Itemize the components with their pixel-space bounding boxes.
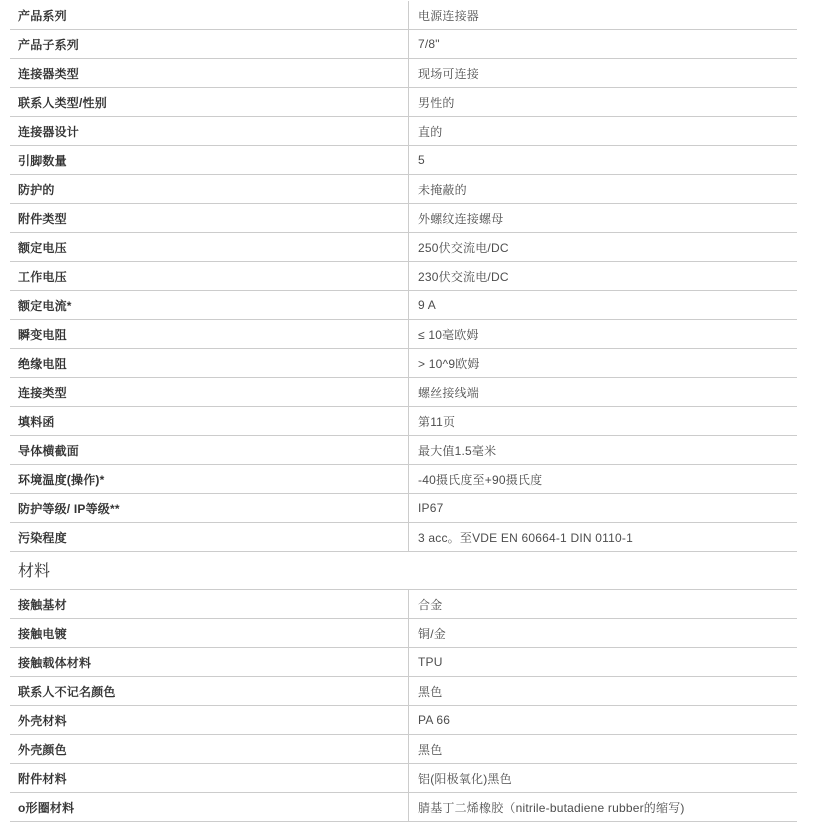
spec-label: 联系人类型/性别 [18,95,107,110]
spec-row [10,349,797,378]
spec-row [10,735,797,764]
spec-value: ≤ 10毫欧姆 [408,320,797,348]
spec-value: 第11页 [408,407,797,435]
spec-label: 连接类型 [18,385,67,400]
spec-row [10,291,797,320]
spec-row [10,175,797,204]
spec-value: PA 66 [408,706,797,734]
spec-value: 最大值1.5毫米 [408,436,797,464]
spec-label: o形圈材料 [18,800,75,815]
spec-value: 9 A [408,291,797,319]
spec-value: 未掩蔽的 [408,175,797,203]
spec-label: 外壳颜色 [18,742,67,757]
spec-label: 污染程度 [18,530,67,545]
spec-row [10,523,797,552]
spec-row [10,262,797,291]
spec-label: 瞬变电阻 [18,327,67,342]
spec-row [10,764,797,793]
spec-row [10,30,797,59]
spec-value: 合金 [408,590,797,618]
spec-value: 黑色 [408,677,797,705]
spec-value: 腈基丁二烯橡胶（nitrile-butadiene rubber的缩写) [408,793,797,821]
spec-label: 接触载体材料 [18,655,92,670]
spec-value: 现场可连接 [408,59,797,87]
spec-value: > 10^9欧姆 [408,349,797,377]
materials-section-title: 材料 [18,563,51,580]
spec-label: 额定电流* [18,298,72,313]
spec-label: 附件类型 [18,211,67,226]
spec-row [10,320,797,349]
spec-label: 连接器设计 [18,124,80,139]
spec-row [10,436,797,465]
spec-row [10,233,797,262]
spec-row [10,706,797,735]
spec-label: 外壳材料 [18,713,67,728]
spec-value: 黑色 [408,735,797,763]
spec-value: 男性的 [408,88,797,116]
spec-label: 产品系列 [18,8,67,23]
spec-row [10,619,797,648]
spec-row [10,1,797,30]
spec-value: 250伏交流电/DC [408,233,797,261]
spec-value: 铜/金 [408,619,797,647]
spec-label: 导体横截面 [18,443,80,458]
spec-value: 电源连接器 [408,1,797,29]
spec-row [10,407,797,436]
spec-value: 铝(阳极氧化)黑色 [408,764,797,792]
spec-label: 接触基材 [18,597,67,612]
spec-label: 防护的 [18,182,55,197]
spec-label: 防护等级/ IP等级** [18,501,120,516]
spec-row [10,793,797,822]
spec-value: 直的 [408,117,797,145]
spec-value: -40摄氏度至+90摄氏度 [408,465,797,493]
spec-value: 外螺纹连接螺母 [408,204,797,232]
spec-value: 螺丝接线端 [408,378,797,406]
spec-label: 附件材料 [18,771,67,786]
spec-row [10,204,797,233]
spec-row [10,648,797,677]
spec-row [10,59,797,88]
spec-row [10,465,797,494]
product-spec-table [10,1,797,552]
materials-table [10,589,797,822]
spec-label: 填料函 [18,414,55,429]
spec-label: 工作电压 [18,269,67,284]
spec-label: 联系人不记名颜色 [18,684,116,699]
spec-value: 3 acc。至VDE EN 60664-1 DIN 0110-1 [408,523,797,551]
spec-row [10,117,797,146]
spec-label: 环境温度(操作)* [18,472,105,487]
spec-label: 额定电压 [18,240,67,255]
spec-row [10,88,797,117]
spec-value: 7/8" [408,30,797,58]
spec-row [10,146,797,175]
spec-row [10,378,797,407]
spec-value: 230伏交流电/DC [408,262,797,290]
spec-label: 产品子系列 [18,37,80,52]
spec-row [10,590,797,619]
spec-value: IP67 [408,494,797,522]
spec-label: 绝缘电阻 [18,356,67,371]
spec-label: 引脚数量 [18,153,67,168]
spec-row [10,494,797,523]
spec-label: 接触电镀 [18,626,67,641]
spec-value: 5 [408,146,797,174]
spec-row [10,677,797,706]
spec-value: TPU [408,648,797,676]
spec-label: 连接器类型 [18,66,80,81]
